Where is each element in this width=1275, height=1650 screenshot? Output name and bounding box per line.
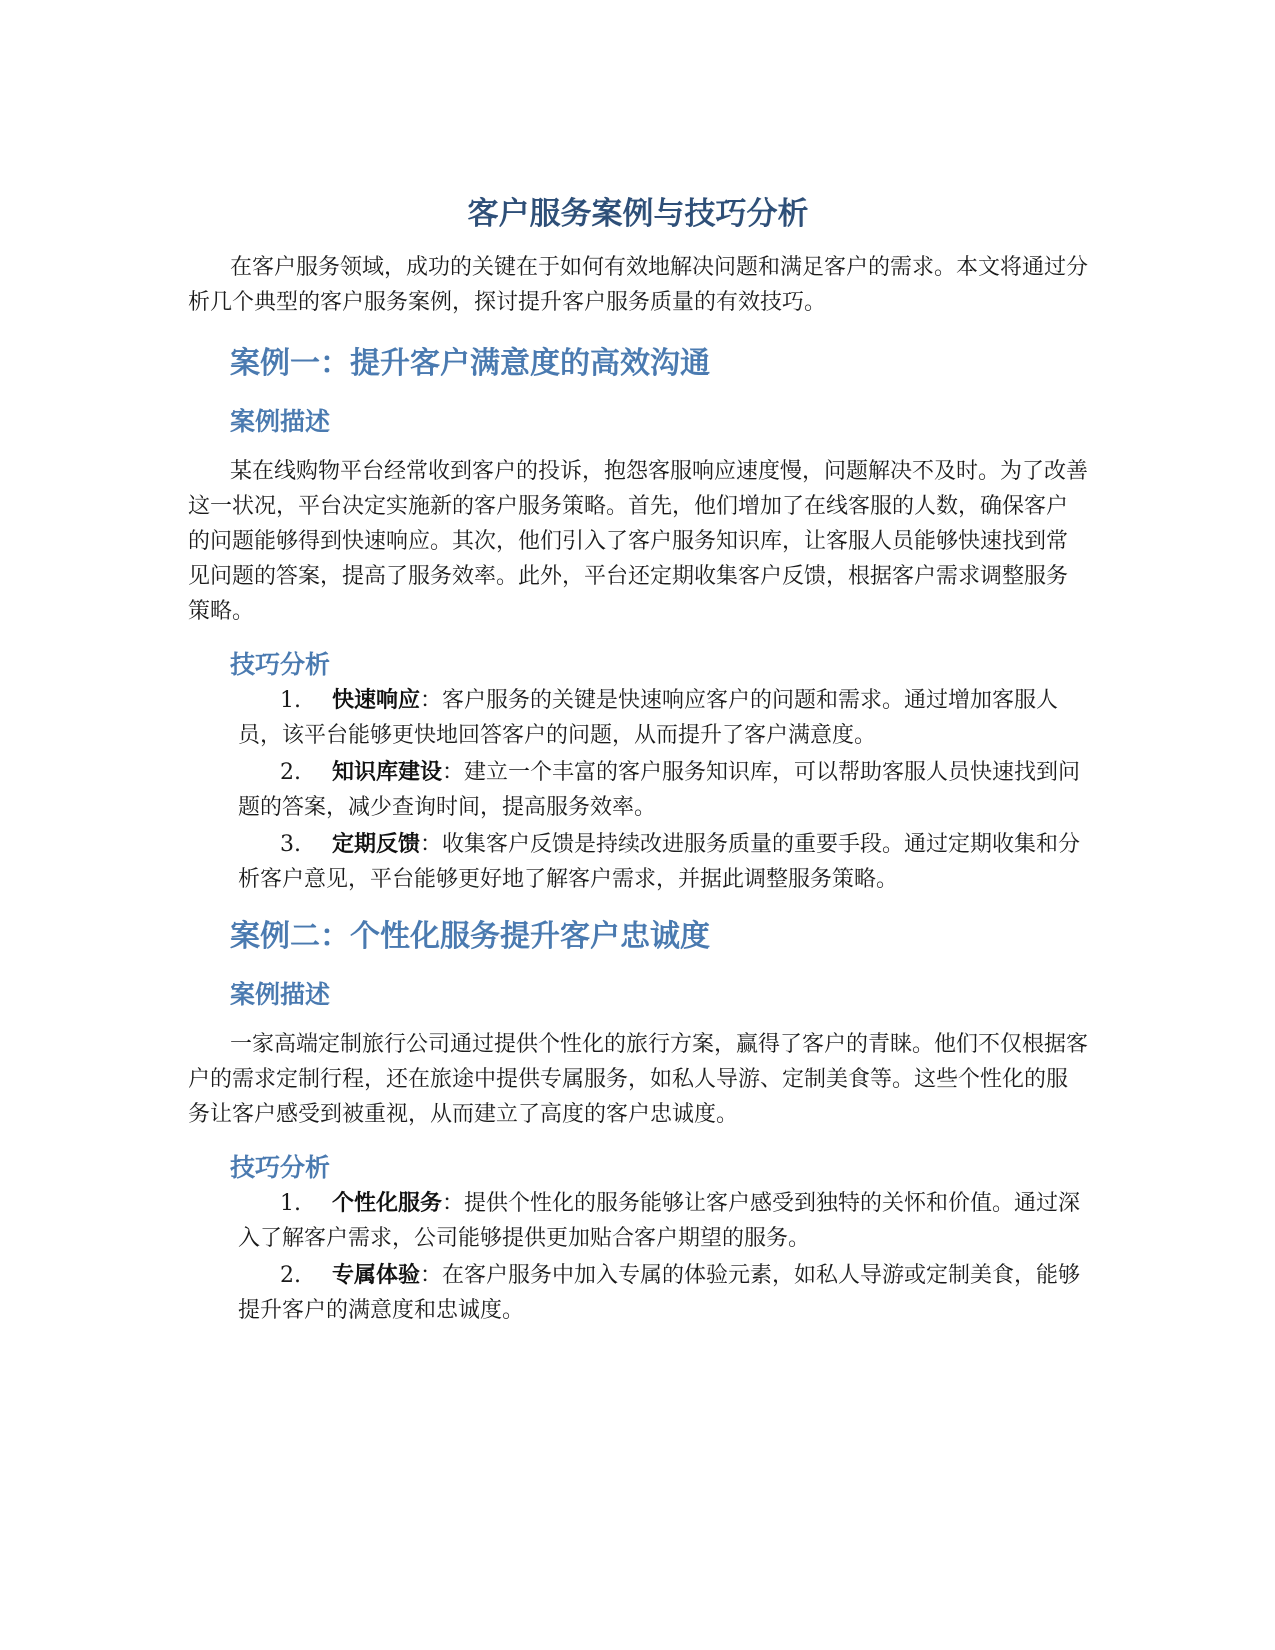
case-1-description: 某在线购物平台经常收到客户的投诉，抱怨客服响应速度慢，问题解决不及时。为了改善这一状况，平台决定实施新的客户服务策略。首先，他们增加了在线客服的人数，确保客户的问题能够得到快速响应。其次，他们引入了客户服务知识库，让客服人员能够快速找到常见问题的答案，提高了服务效率。此外，平台还定期收集客户反馈，根据客户需求调整服务策略。 xyxy=(188,459,1089,624)
tip-item: 3. 定期反馈：收集客户反馈是持续改进服务质量的重要手段。通过定期收集和分析客户意见，平台能够更好地了解客户需求，并据此调整服务策略。 xyxy=(188,827,1088,897)
case-2-tips-heading: 技巧分析 xyxy=(230,1153,331,1182)
tip-term: 专属体验 xyxy=(332,1263,421,1288)
document-content xyxy=(188,192,1088,1330)
tip-number: 1. xyxy=(280,688,301,713)
tip-term: 知识库建设 xyxy=(332,760,443,785)
tip-text: 客户服务的关键是快速响应客户的问题和需求。通过增加客服人员，该平台能够更快地回答客户的问题，从而提升了客户满意度。 xyxy=(238,688,1059,748)
tip-text: 在客户服务中加入专属的体验元素，如私人导游或定制美食，能够提升客户的满意度和忠诚度。 xyxy=(238,1263,1081,1323)
case-2-tips-list xyxy=(188,1186,1088,1328)
tip-number: 3. xyxy=(280,832,301,857)
case-1-description-heading: 案例描述 xyxy=(230,407,331,436)
case-2-heading: 案例二：个性化服务提升客户忠诚度 xyxy=(230,919,710,954)
tip-item: 1. 快速响应：客户服务的关键是快速响应客户的问题和需求。通过增加客服人员，该平台能够更快地回答客户的问题，从而提升了客户满意度。 xyxy=(188,683,1088,753)
case-1-tips-list xyxy=(188,683,1088,897)
tip-term: 快速响应 xyxy=(332,688,421,713)
document-title: 客户服务案例与技巧分析 xyxy=(467,196,809,232)
case-1-tips-heading: 技巧分析 xyxy=(230,650,331,679)
tip-item: 2. 专属体验：在客户服务中加入专属的体验元素，如私人导游或定制美食，能够提升客户的满意度和忠诚度。 xyxy=(188,1258,1088,1328)
case-2-description: 一家高端定制旅行公司通过提供个性化的旅行方案，赢得了客户的青睐。他们不仅根据客户的需求定制行程，还在旅途中提供专属服务，如私人导游、定制美食等。这些个性化的服务让客户感受到被重视，从而建立了高度的客户忠诚度。 xyxy=(188,1032,1089,1127)
tip-number: 1. xyxy=(280,1191,301,1216)
intro-paragraph: 在客户服务领域，成功的关键在于如何有效地解决问题和满足客户的需求。本文将通过分析几个典型的客户服务案例，探讨提升客户服务质量的有效技巧。 xyxy=(188,255,1089,315)
tip-number: 2. xyxy=(280,1263,301,1288)
tip-item: 2. 知识库建设：建立一个丰富的客户服务知识库，可以帮助客服人员快速找到问题的答案，减少查询时间，提高服务效率。 xyxy=(188,755,1088,825)
tip-text: 提供个性化的服务能够让客户感受到独特的关怀和价值。通过深入了解客户需求，公司能够提供更加贴合客户期望的服务。 xyxy=(238,1191,1081,1251)
tip-term: 个性化服务 xyxy=(332,1191,443,1216)
case-2-description-heading: 案例描述 xyxy=(230,980,331,1009)
tip-item: 1. 个性化服务：提供个性化的服务能够让客户感受到独特的关怀和价值。通过深入了解客户需求，公司能够提供更加贴合客户期望的服务。 xyxy=(188,1186,1088,1256)
tip-text: 建立一个丰富的客户服务知识库，可以帮助客服人员快速找到问题的答案，减少查询时间，提高服务效率。 xyxy=(238,760,1081,820)
tip-term: 定期反馈 xyxy=(332,832,421,857)
tip-text: 收集客户反馈是持续改进服务质量的重要手段。通过定期收集和分析客户意见，平台能够更好地了解客户需求，并据此调整服务策略。 xyxy=(238,832,1081,892)
tip-number: 2. xyxy=(280,760,301,785)
case-1-heading: 案例一：提升客户满意度的高效沟通 xyxy=(230,346,710,381)
